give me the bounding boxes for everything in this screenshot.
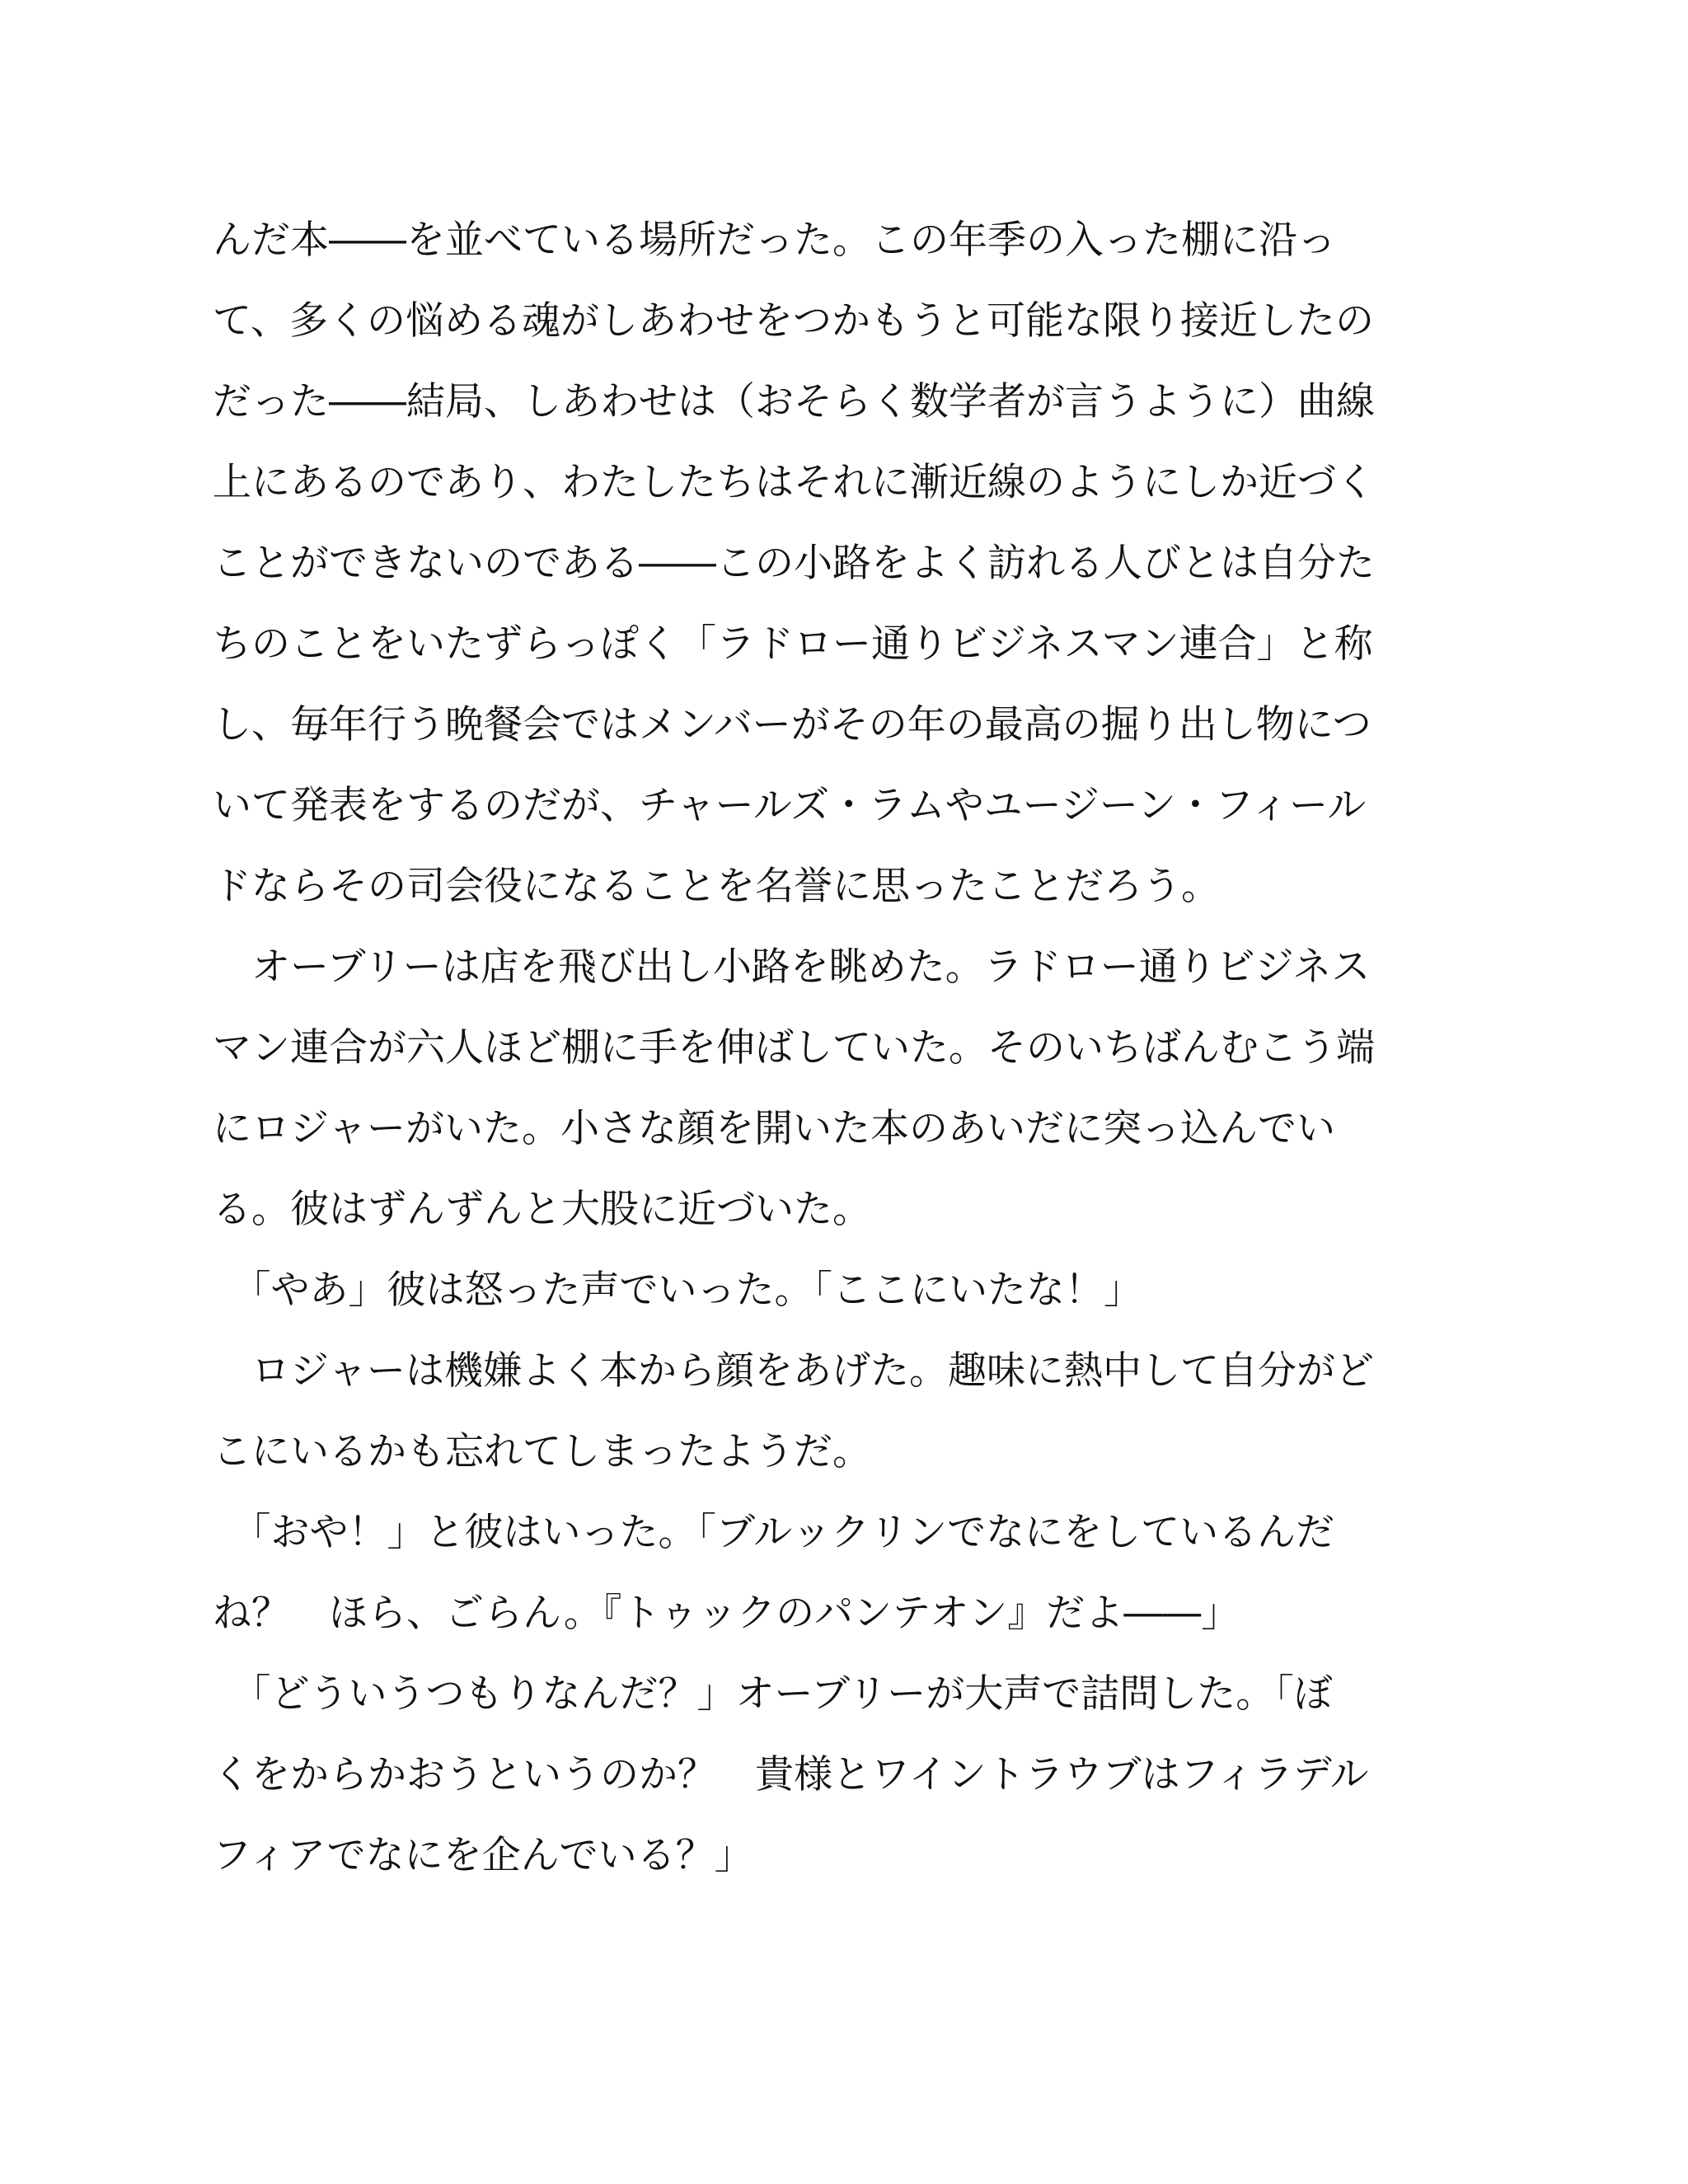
text-line: る。彼はずんずんと大股に近づいた。	[213, 1187, 871, 1232]
text-line: フィアでなにを企んでいる？」	[213, 1833, 753, 1878]
text-line: 「おや！」と彼はいった。「ブルックリンでなにをしているんだ	[213, 1510, 1335, 1555]
text-line: オーブリーは店を飛び出し小路を眺めた。ラドロー通りビジネス	[213, 944, 1371, 990]
text-line: だった――結局、しあわせは（おそらく数学者が言うように）曲線	[213, 379, 1375, 424]
text-line: くをからかおうというのか？ 貴様とワイントラウブはフィラデル	[213, 1752, 1369, 1797]
text-line: ね？ ほら、ごらん。『トゥックのパンテオン』だよ――」	[213, 1591, 1240, 1636]
text-line: ことができないのである――この小路をよく訪れる人びとは自分た	[213, 541, 1375, 586]
text-line: こにいるかも忘れてしまったようだ。	[213, 1429, 871, 1474]
text-line: し、毎年行う晩餐会ではメンバーがその年の最高の掘り出し物につ	[213, 702, 1372, 748]
text-line: て、多くの悩める魂がしあわせをつかもうと可能な限り接近したの	[213, 298, 1375, 344]
text-line: 上にあるのであり、わたしたちはそれに漸近線のようにしか近づく	[213, 460, 1375, 505]
text-line: ロジャーは機嫌よく本から顔をあげた。趣味に熱中して自分がど	[213, 1348, 1375, 1394]
text-line: 「やあ」彼は怒った声でいった。「ここにいたな！」	[213, 1268, 1142, 1313]
text-line: ドならその司会役になることを名誉に思ったことだろう。	[213, 864, 1220, 909]
text-line: にロジャーがいた。小さな顔を開いた本のあいだに突っ込んでい	[213, 1106, 1336, 1151]
text-line: 「どういうつもりなんだ？」オーブリーが大声で詰問した。「ぼ	[213, 1671, 1333, 1717]
text-line: マン連合が六人ほど棚に手を伸ばしていた。そのいちばんむこう端	[213, 1025, 1375, 1071]
body-text	[213, 208, 1482, 1904]
text-line: いて発表をするのだが、チャールズ・ラムやユージーン・フィール	[213, 783, 1367, 828]
text-line: ちのことをいたずらっぽく「ラドロー通りビジネスマン連合」と称	[213, 621, 1373, 667]
text-line: んだ本――を並べている場所だった。この年季の入った棚に沿っ	[213, 218, 1336, 263]
